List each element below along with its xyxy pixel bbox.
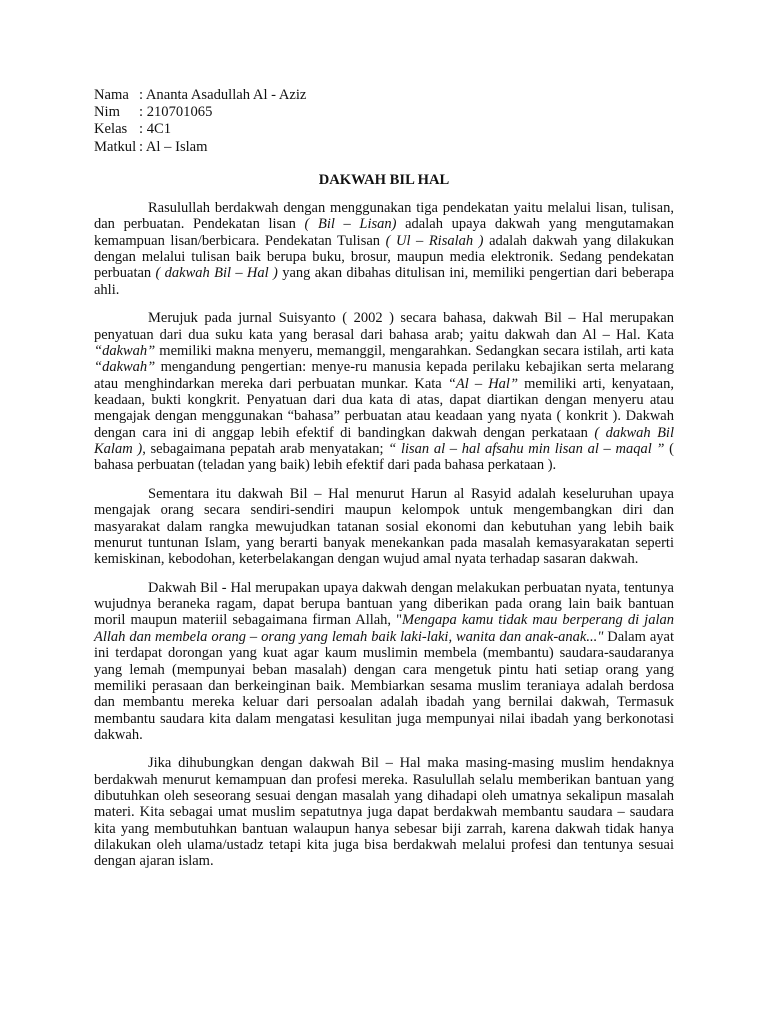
text-run: Merujuk pada jurnal Suisyanto ( 2002 ) secara bahasa, dakwah Bil – Hal merupakan penyatuan dari dua suku kata yang berasal dari bahasa arab; yaitu dakwah dan Al – Hal. Kata: [94, 310, 674, 343]
text-run: ( bahasa perbuatan (teladan yang baik) lebih efektif dari pada bahasa perkataan ).: [94, 441, 674, 474]
text-run: adalah dakwah yang dilakukan dengan melalui tulisan baik berupa buku, brosur, maupun media elektronik. Sedang pendekatan perbuatan: [94, 232, 675, 282]
paragraph: [94, 755, 674, 869]
header-row-nim: [94, 104, 306, 121]
student-info-header: [94, 87, 306, 156]
italic-text-run: ( Ul – Risalah ): [385, 232, 484, 249]
italic-text-run: ( dakwah Bil Kalam ): [94, 424, 674, 457]
paragraph: [94, 486, 674, 568]
text-run: , sebagaimana pepatah arab menyatakan;: [142, 441, 389, 457]
header-row-matkul: [94, 139, 306, 156]
italic-text-run: “ lisan al – hal afsahu min lisan al – maqal ”: [388, 441, 665, 457]
nim-label: Nim: [94, 104, 120, 121]
paragraph: [94, 580, 674, 743]
text-run: adalah upaya dakwah yang mengutamakan kemampuan lisan/berbicara. Pendekatan Tulisan: [94, 216, 674, 249]
matkul-value: : Al – Islam: [139, 138, 208, 155]
text-run: Dakwah Bil - Hal merupakan upaya dakwah dengan melakukan perbuatan nyata, tentunya wujudnya beraneka ragam, dapat berupa bantuan yang diberikan pada orang lain baik bantuan moril maupun materiil sebagaimana firman Allah, ": [94, 579, 674, 629]
kelas-label: Kelas: [94, 121, 128, 138]
text-run: Sementara itu dakwah Bil – Hal menurut Harun al Rasyid adalah keseluruhan upaya mengajak orang secara sendiri-sendiri maupun kelompok untuk mengembangkan diri dan masyarakat dalam rangka mewujudkan tatanan sosial ekonomi dan kebutuhan yang lebih baik menurut tuntunan Islam, yang berarti banyak menekankan pada masalah kemasyarakatan seperti kemiskinan, kebodohan, keterbelakangan dengan wujud amal nyata terhadap sasaran dakwah.: [94, 485, 674, 568]
nim-value: : 210701065: [139, 104, 213, 121]
text-run: Rasulullah berdakwah dengan menggunakan tiga pendekatan yaitu melalui lisan, tulisan, dan perbuatan. Pendekatan lisan: [94, 200, 674, 233]
italic-text-run: Mengapa kamu tidak mau berperang di jalan Allah dan membela orang – orang yang lemah baik laki-laki, wanita dan anak-anak...": [94, 612, 674, 645]
header-row-nama: [94, 87, 306, 104]
kelas-value: : 4C1: [139, 121, 172, 138]
text-run: Jika dihubungkan dengan dakwah Bil – Hal maka masing-masing muslim hendaknya berdakwah menurut kemampuan dan profesi mereka. Rasulullah selalu memberikan bantuan yang dibutuhkan oleh seseorang sesuai dengan masalah yang dihadapi oleh umatnya sekalipun masalah materi. Kita sebagai umat muslim sepatutnya juga dapat berdakwah membantu saudara – saudara kita yang membutuhkan bantuan walaupun hanya sebesar biji zarrah, karena dakwah tidak hanya dilakukan oleh ulama/ustadz tetapi kita juga bisa berdakwah melalui profesi dan tentunya sesuai dengan ajaran islam.: [94, 755, 674, 870]
matkul-label: Matkul: [94, 138, 137, 155]
italic-text-run: “Al – Hal”: [447, 375, 519, 392]
document-body: [94, 200, 674, 882]
text-run: mengandung pengertian: menye-ru manusia kepada perilaku kebajikan serta melarang atau menghindarkan mereka dari perbuatan munkar. Kata: [94, 359, 674, 392]
paragraph: [94, 200, 674, 298]
text-run: Dalam ayat ini terdapat dorongan yang kuat agar kaum muslimin membela (membantu) saudara-saudaranya yang lemah (mempunyai beban masalah) dengan cara mengetuk pintu hati setiap orang yang memiliki perasaan dan berkeinginan baik. Membiarkan sesama muslim teraniaya adalah berdosa dan membantu mereka keluar dari persoalan adalah ibadah yang bernilai dakwah, Termasuk membantu saudara kita dalam mengatasi kesulitan juga mempunyai nilai ibadah yang berkonotasi dakwah.: [94, 628, 674, 743]
text-run: memiliki makna menyeru, memanggil, mengarahkan. Sedangkan secara istilah, arti kata: [155, 342, 674, 359]
header-row-kelas: [94, 121, 306, 138]
italic-text-run: “dakwah”: [94, 342, 156, 359]
paragraph: [94, 310, 674, 473]
italic-text-run: ( Bil – Lisan): [304, 216, 397, 233]
italic-text-run: “dakwah”: [94, 359, 156, 376]
nama-value: : Ananta Asadullah Al - Aziz: [139, 87, 307, 103]
nama-label: Nama: [94, 87, 129, 103]
document-title: DAKWAH BIL HAL: [318, 172, 450, 188]
text-run: memiliki arti, kenyataan, keadaan, bukti kongkrit. Penyatuan dari dua kata di atas, dapat diartikan dengan menyeru atau mengajak dengan menggunakan “bahasa” perbuatan atau keadaan yang nyata ( konkrit ). Dakwah dengan cara ini di anggap lebih efektif di bandingkan dakwah dengan perkataan: [94, 375, 674, 441]
text-run: yang akan dibahas ditulisan ini, memiliki pengertian dari beberapa ahli.: [94, 265, 674, 298]
italic-text-run: ( dakwah Bil – Hal ): [155, 265, 278, 282]
